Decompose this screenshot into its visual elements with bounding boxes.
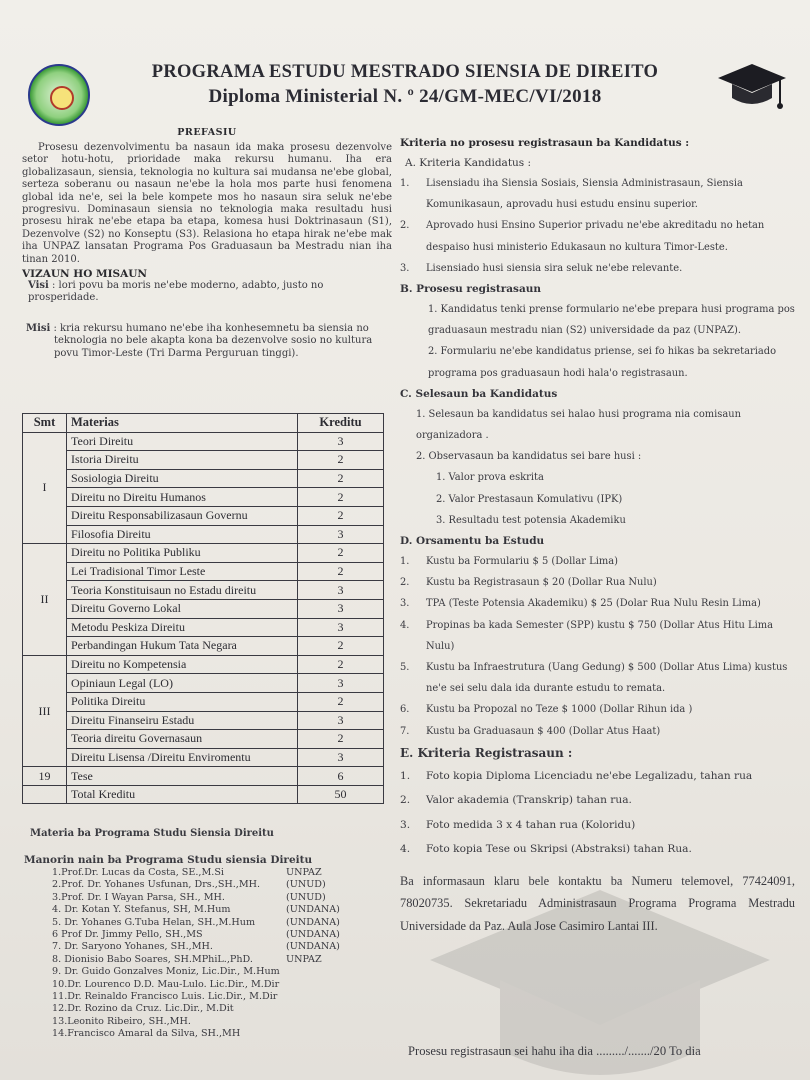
list-item: 1. Valor prova eskrita (436, 472, 544, 484)
lecturer-list (52, 867, 340, 1041)
list-item (400, 615, 795, 657)
list-item (52, 904, 340, 916)
kreditu-cell: 6 (298, 767, 384, 786)
lecturer-name: 12.Dr. Rozino da Cruz. Lic.Dir., M.Dit (52, 1003, 234, 1015)
materia-cell: Teoria direitu Governasaun (67, 730, 298, 749)
section-d-list (400, 551, 795, 742)
materia-cell: Direitu Finanseiru Estadu (67, 711, 298, 730)
materia-cell: Direitu Responsabilizasaun Governu (67, 506, 298, 525)
list-item (52, 1028, 340, 1040)
item-text: Foto kopia Tese ou Skripsi (Abstraksi) tahan Rua. (426, 843, 692, 856)
table-header-smt: Smt (23, 414, 67, 433)
section-a-list (400, 173, 795, 279)
kreditu-cell: 3 (298, 711, 384, 730)
materia-cell: Lei Tradisional Timor Leste (67, 562, 298, 581)
lecturer-institution: (UNDANA) (286, 904, 340, 916)
table-row (23, 451, 384, 470)
materia-cell: Teoria Konstituisaun no Estadu direitu (67, 581, 298, 600)
item-text: Aprovado husi Ensino Superior privadu ne'ebe akreditadu no hetan despaiso husi ministerio Edukasaun no kultura Timor-Leste. (426, 220, 765, 253)
item-number: 6. (400, 704, 410, 716)
kreditu-cell: 2 (298, 637, 384, 656)
list-item: 2. Observasaun ba kandidatus sei bare husi : (416, 451, 642, 463)
manorin-title: Manorin nain ba Programa Studu siensia Direitu (24, 854, 313, 866)
item-number: 2. (400, 577, 410, 589)
semester-cell: 19 (23, 767, 67, 786)
graduation-cap-icon (716, 56, 788, 122)
section-e-heading: E. Kriteria Registrasaun : (400, 745, 573, 760)
registration-date-line: Prosesu registrasaun sei hahu iha dia ........./......./20 To dia (408, 1044, 701, 1058)
list-item (400, 258, 795, 279)
materia-cell: Direitu Governo Lokal (67, 599, 298, 618)
materia-cell: Filosofia Direitu (67, 525, 298, 544)
materia-cell: Politika Direitu (67, 692, 298, 711)
section-c-sublist (400, 467, 795, 531)
kreditu-cell: 2 (298, 451, 384, 470)
list-item (52, 1003, 340, 1015)
materia-cell: Direitu no Kompetensia (67, 655, 298, 674)
item-number: 5. (400, 662, 410, 674)
list-item (52, 941, 340, 953)
item-number: 7. (400, 725, 410, 737)
total-label-cell: Total Kreditu (67, 785, 298, 804)
item-number: 3. (400, 598, 410, 610)
list-item (52, 991, 340, 1003)
header (0, 58, 810, 128)
table-row (23, 581, 384, 600)
list-item (400, 837, 795, 862)
table-row (23, 525, 384, 544)
kreditu-cell: 3 (298, 581, 384, 600)
table-row (23, 562, 384, 581)
lecturer-institution: (UNDANA) (286, 941, 340, 953)
semester-cell: III (23, 655, 67, 767)
list-item (400, 551, 795, 572)
list-item (52, 892, 340, 904)
tese-row (23, 767, 384, 786)
kreditu-cell: 2 (298, 692, 384, 711)
item-number: 4. (400, 843, 411, 856)
list-item: 1. Kandidatus tenki prense formulario ne'ebe prepara husi programa pos graduasaun mestradu nian (S2) universidade da paz (UNPAZ). (428, 304, 795, 337)
materia-cell: Opiniaun Legal (LO) (67, 674, 298, 693)
materia-cell: Sosiologia Direitu (67, 469, 298, 488)
item-number: 4. (400, 619, 410, 631)
lecturer-name: 1.Prof.Dr. Lucas da Costa, SE.,M.Si (52, 867, 224, 878)
visi-text: : lori povu ba moris ne'ebe moderno, adabto, justo no prosperidade. (28, 280, 324, 304)
table-row (23, 544, 384, 563)
lecturer-name: 9. Dr. Guido Gonzalves Moniz, Lic.Dir., M.Hum (52, 966, 280, 978)
kreditu-cell: 3 (298, 432, 384, 451)
section-b-heading: B. Prosesu registrasaun (400, 283, 542, 296)
materia-cell: Metodu Peskiza Direitu (67, 618, 298, 637)
table-row (23, 674, 384, 693)
table-row (23, 618, 384, 637)
kreditu-cell: 2 (298, 562, 384, 581)
lecturer-institution: (UNDANA) (286, 916, 340, 928)
table-header-materias: Materias (67, 414, 298, 433)
list-item (52, 867, 340, 879)
table-row (23, 432, 384, 451)
vizaun-heading: VIZAUN HO MISAUN (22, 268, 148, 281)
item-number: 3. (400, 262, 410, 274)
materia-cell: Direitu no Direitu Humanos (67, 488, 298, 507)
list-item (52, 979, 340, 991)
lecturer-name: 6 Prof Dr. Jimmy Pello, SH.,MS (52, 929, 203, 941)
table-header-kreditu: Kreditu (298, 414, 384, 433)
list-item: 3. Resultadu test potensia Akademiku (436, 514, 626, 526)
item-number: 3. (400, 818, 411, 831)
item-text: Lisensiado husi siensia sira seluk ne'ebe relevante. (426, 262, 683, 274)
item-number: 1. (400, 769, 411, 782)
list-item (400, 173, 795, 215)
kreditu-cell: 2 (298, 469, 384, 488)
section-d-heading: D. Orsamentu ba Estudu (400, 535, 545, 548)
kreditu-cell: 3 (298, 674, 384, 693)
kreditu-cell: 3 (298, 525, 384, 544)
kreditu-cell: 2 (298, 506, 384, 525)
left-column (22, 127, 392, 360)
item-text: Kustu ba Infraestrutura (Uang Gedung) $ 500 (Dollar Atus Lima) kustus ne'e sei selu dala ida durante estudu to remata. (426, 662, 788, 695)
item-text: Kustu ba Graduasaun $ 400 (Dollar Atus Haat) (426, 725, 661, 737)
item-text: Valor akademia (Transkrip) tahan rua. (426, 794, 632, 807)
item-text: TPA (Teste Potensia Akademiku) $ 25 (Dolar Rua Nulu Resin Lima) (426, 598, 761, 610)
total-row (23, 785, 384, 804)
lecturer-name: 3.Prof. Dr. I Wayan Parsa, SH., MH. (52, 891, 225, 903)
lecturer-institution: UNPAZ (286, 867, 322, 878)
item-number: 1. (400, 178, 410, 189)
materia-title: Materia ba Programa Studu Siensia Direitu (30, 828, 274, 839)
section-c-list (400, 404, 795, 468)
materia-cell: Tese (67, 767, 298, 786)
lecturer-name: 11.Dr. Reinaldo Francisco Luis. Lic.Dir., M.Dir (52, 991, 278, 1003)
table-row (23, 748, 384, 767)
list-item (52, 917, 340, 929)
program-title: PROGRAMA ESTUDU MESTRADO SIENSIA DE DIREITO (151, 62, 659, 82)
prefasiu-text: Prosesu dezenvolvimentu ba nasaun ida maka prosesu dezenvolve setor hotu-hotu, prioridade maka rekursu humanu. Iha era globalizasaun, siensia, teknologia no kultura sai mudansa ne'ebe global, serteza soberanu ou nasaun ne'ebe la hola mos parte husi fenomena global ida ne'e, sei la bele kompete mos ho nasaun sira seluk ne'ebe progresivu. Dominasaun siensia no teknologia maka resultadu husi prosesu hirak ne'ebe etapa ba etapa, komesa husi Doktrinasaun (S1), Dezenvolve (S2) no Konseptu (S3). Relasiona ho etapa hirak ne'ebe mak iha UNPAZ lansatan Programa Pos Graduasaun ba Mestradu nian iha tinan 2010. (22, 142, 392, 265)
table-row (23, 711, 384, 730)
prefasiu-heading: PREFASIU (177, 127, 237, 138)
section-c-heading: C. Selesaun ba Kandidatus (400, 387, 558, 400)
visi-paragraph (28, 280, 392, 305)
curriculum-table (22, 413, 384, 804)
section-b-list (400, 299, 795, 384)
curriculum-table-body (23, 432, 384, 804)
list-item (52, 929, 340, 941)
materia-cell: Direitu no Politika Publiku (67, 544, 298, 563)
materia-cell: Direitu Lisensa /Direitu Enviromentu (67, 748, 298, 767)
lecturer-name: 5. Dr. Yohanes G.Tuba Helan, SH.,M.Hum (52, 916, 256, 928)
list-item (400, 657, 795, 699)
item-number: 1. (400, 556, 410, 568)
list-item (52, 954, 340, 966)
list-item: 1. Selesaun ba kandidatus sei halao husi programa nia comisaun organizadora . (416, 408, 741, 442)
empty-cell (23, 785, 67, 804)
diploma-subtitle: Diploma Ministerial N. º 24/GM-MEC/VI/2018 (208, 86, 602, 107)
table-row (23, 730, 384, 749)
misi-text: : kria rekursu humano ne'ebe iha konhesemnetu ba siensia no teknologia no bele akapta kona ba dezenvolve sosio no kultura povu Timor-Leste (Tri Darma Perguruan tinggi). (53, 322, 373, 359)
contact-info: Ba informasaun klaru bele kontaktu ba Numeru telemovel, 77424091, 78020735. Sekretariadu Administrasaun Programa Programa Mestradu Universidade da Paz. Aula Jose Casimiro Lantai III. (400, 873, 795, 933)
list-item (400, 593, 795, 614)
lecturer-name: 8. Dionisio Babo Soares, SH.MPhiL.,PhD. (52, 953, 253, 965)
lecturer-name: 10.Dr. Lourenco D.D. Mau-Lulo. Lic.Dir., M.Dir (52, 978, 280, 990)
table-row (23, 655, 384, 674)
materia-cell: Teori Direitu (67, 432, 298, 451)
list-item: 2. Formulariu ne'ebe kandidatus priense, sei fo hikas ba sekretariado programa pos graduasaun hodi hala'o registrasaun. (428, 346, 777, 379)
list-item: 2. Valor Prestasaun Komulativu (IPK) (436, 493, 623, 505)
kreditu-cell: 3 (298, 599, 384, 618)
kriteria-title: Kriteria no prosesu registrasaun ba Kandidatus : (400, 137, 690, 149)
item-text: Propinas ba kada Semester (SPP) kustu $ 750 (Dollar Atus Hitu Lima Nulu) (426, 619, 774, 652)
list-item (400, 721, 795, 742)
item-text: Kustu ba Propozal no Teze $ 1000 (Dollar Rihun ida ) (426, 704, 693, 716)
lecturer-institution: (UNDANA) (286, 929, 340, 941)
table-row (23, 599, 384, 618)
kreditu-cell: 2 (298, 488, 384, 507)
list-item (400, 813, 795, 838)
table-row (23, 469, 384, 488)
item-number: 2. (400, 794, 411, 807)
lecturer-name: 14.Francisco Amaral da Silva, SH.,MH (52, 1028, 241, 1040)
misi-label: Misi (26, 322, 51, 334)
table-row (23, 488, 384, 507)
section-e-list (400, 764, 795, 862)
total-kreditu-cell: 50 (298, 785, 384, 804)
table-row (23, 506, 384, 525)
kreditu-cell: 3 (298, 618, 384, 637)
table-row (23, 637, 384, 656)
item-text: Foto medida 3 x 4 tahan rua (Koloridu) (426, 818, 636, 831)
lecturer-institution: (UNUD) (286, 891, 326, 903)
item-text: Foto kopia Diploma Licenciadu ne'ebe Legalizadu, tahan rua (426, 769, 753, 782)
table-row (23, 692, 384, 711)
list-item (400, 572, 795, 593)
lecturer-institution: UNPAZ (286, 953, 322, 965)
list-item (400, 788, 795, 813)
materia-cell: Perbandingan Hukum Tata Negara (67, 637, 298, 656)
visi-label: Visi (28, 280, 49, 292)
list-item (400, 699, 795, 720)
list-item (52, 879, 340, 891)
list-item (400, 764, 795, 789)
list-item (52, 1016, 340, 1028)
semester-cell: II (23, 544, 67, 656)
lecturer-institution: (UNUD) (286, 879, 326, 891)
list-item (52, 966, 340, 978)
item-number: 2. (400, 220, 410, 232)
lecturer-name: 4. Dr. Kotan Y. Stefanus, SH, M.Hum (52, 904, 231, 916)
item-text: Kustu ba Formulariu $ 5 (Dollar Lima) (426, 556, 618, 568)
misi-paragraph (26, 323, 392, 360)
semester-cell: I (23, 432, 67, 544)
section-a-heading: A. Kriteria Kandidatus : (405, 157, 532, 169)
kreditu-cell: 2 (298, 544, 384, 563)
item-text: Kustu ba Registrasaun $ 20 (Dollar Rua Nulu) (426, 577, 657, 589)
item-text: Lisensiadu iha Siensia Sosiais, Siensia Administrasaun, Siensia Komunikasaun, aprovadu husi estudu ensinu superior. (426, 178, 743, 211)
materia-cell: Istoria Direitu (67, 451, 298, 470)
kreditu-cell: 2 (298, 730, 384, 749)
lecturer-name: 7. Dr. Saryono Yohanes, SH.,MH. (52, 941, 213, 953)
table-header-row (23, 414, 384, 433)
kreditu-cell: 2 (298, 655, 384, 674)
right-column (400, 137, 795, 937)
list-item (400, 215, 795, 257)
lecturer-name: 13.Leonito Ribeiro, SH.,MH. (52, 1015, 191, 1027)
lecturer-name: 2.Prof. Dr. Yohanes Usfunan, Drs.,SH.,MH. (52, 879, 261, 891)
kreditu-cell: 3 (298, 748, 384, 767)
